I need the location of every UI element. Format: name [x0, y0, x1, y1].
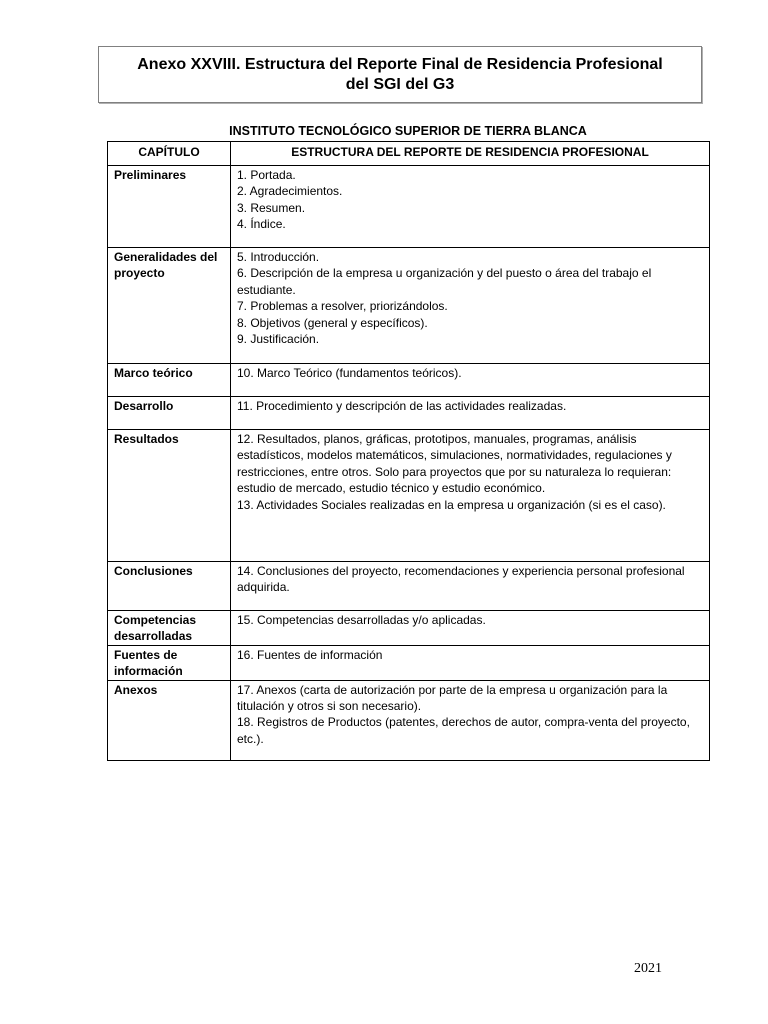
content-cell: [231, 430, 710, 562]
chapter-cell: Generalidades del proyecto: [108, 248, 231, 364]
list-item: 12. Resultados, planos, gráficas, prototipos, manuales, programas, análisis estadísticos, modelos matemáticos, simulaciones, normatividades, regulaciones y restricciones, entre otros. Solo para proyectos que por su naturaleza lo requieran: estudio de mercado, estudio técnico y estudio económico.: [237, 432, 672, 496]
title-line-1: Anexo XXVIII. Estructura del Reporte Final de Residencia Profesional: [137, 55, 663, 73]
table-row: [108, 680, 710, 760]
table-row: [108, 248, 710, 364]
title-line-2: del SGI del G3: [345, 75, 455, 93]
list-item: 13. Actividades Sociales realizadas en la empresa u organización (si es el caso).: [237, 497, 666, 512]
chapter-cell: Conclusiones: [108, 562, 231, 611]
list-item: 11. Procedimiento y descripción de las actividades realizadas.: [237, 399, 567, 413]
list-item: 10. Marco Teórico (fundamentos teóricos).: [237, 366, 462, 380]
table-row: [108, 611, 710, 646]
content-cell: [231, 248, 710, 364]
content-cell: [231, 611, 710, 646]
table-row: [108, 364, 710, 397]
table-row: [108, 166, 710, 248]
table-row: [108, 562, 710, 611]
content-cell: [231, 645, 710, 680]
list-item: 7. Problemas a resolver, priorizándolos.: [237, 299, 448, 314]
content-cell: [231, 680, 710, 760]
list-item: 17. Anexos (carta de autorización por parte de la empresa u organización para la titulación y otros si son necesario).: [237, 682, 668, 714]
list-item: 5. Introducción.: [237, 250, 320, 264]
list-item: 1. Portada.: [237, 168, 296, 182]
list-item: 14. Conclusiones del proyecto, recomendaciones y experiencia personal profesional adquirida.: [237, 564, 685, 595]
report-structure-table: [107, 141, 710, 761]
institute-name: INSTITUTO TECNOLÓGICO SUPERIOR DE TIERRA BLANCA: [229, 124, 587, 138]
footer-year: 2021: [634, 961, 662, 976]
table-row: [108, 430, 710, 562]
chapter-cell: Preliminares: [108, 166, 231, 248]
chapter-cell: Resultados: [108, 430, 231, 562]
list-item: 4. Índice.: [237, 217, 286, 232]
list-item: 3. Resumen.: [237, 200, 306, 215]
list-item: 6. Descripción de la empresa u organización y del puesto o área del trabajo el estudiante.: [237, 266, 652, 297]
column-header-structure: ESTRUCTURA DEL REPORTE DE RESIDENCIA PROFESIONAL: [231, 142, 710, 166]
chapter-cell: Fuentes de información: [108, 645, 231, 680]
chapter-cell: Competencias desarrolladas: [108, 611, 231, 646]
content-cell: [231, 166, 710, 248]
list-item: 16. Fuentes de información: [237, 647, 383, 662]
list-item: 18. Registros de Productos (patentes, derechos de autor, compra-venta del proyecto, etc.).: [237, 715, 690, 746]
chapter-cell: Marco teórico: [108, 364, 231, 397]
list-item: 2. Agradecimientos.: [237, 184, 343, 199]
table-row: [108, 397, 710, 430]
table-header-row: [108, 142, 710, 166]
document-title: [137, 55, 662, 95]
table-row: [108, 645, 710, 680]
chapter-cell: Desarrollo: [108, 397, 231, 430]
content-cell: [231, 397, 710, 430]
list-item: 8. Objetivos (general y específicos).: [237, 315, 428, 330]
chapter-cell: Anexos: [108, 680, 231, 760]
list-item: 15. Competencias desarrolladas y/o aplicadas.: [237, 613, 486, 627]
title-box: [98, 46, 702, 103]
content-cell: [231, 562, 710, 611]
column-header-chapter: CAPÍTULO: [108, 142, 231, 166]
content-cell: [231, 364, 710, 397]
list-item: 9. Justificación.: [237, 332, 320, 347]
